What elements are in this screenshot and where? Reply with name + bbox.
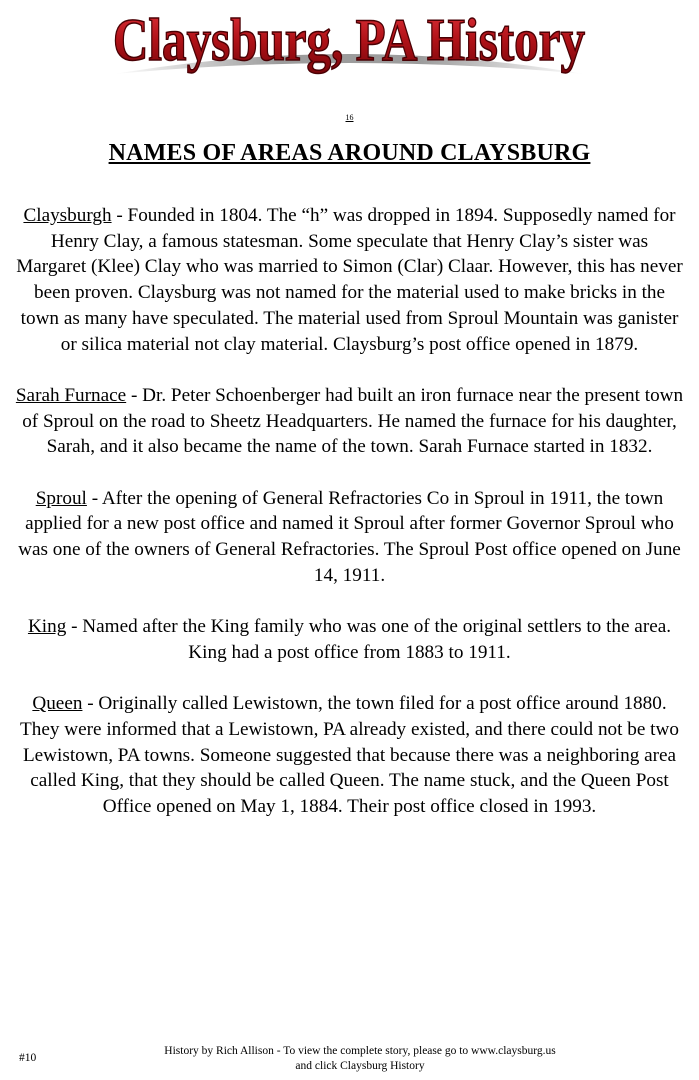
entry-term: Queen xyxy=(32,693,83,715)
entry-sarah-furnace xyxy=(14,383,685,460)
entry-text: - Named after the King family who was one of the original settlers to the area. King had a post office from 1883 to 1911. xyxy=(66,616,672,663)
entry-term: Sarah Furnace xyxy=(15,384,127,406)
entry-text: - Originally called Lewistown, the town filed for a post office around 1880. They were informed that a Lewistown, PA already existed, and there could not be two Lewistown, PA towns. Someone suggested that because there was a neighboring area called King, that they should be called Queen. The name stuck, and the Queen Post Office opened on May 1, 1884. Their post office closed in 1993. xyxy=(20,693,679,818)
document-id: #10 xyxy=(19,1052,37,1064)
entry-term: King xyxy=(27,616,67,638)
footer xyxy=(130,1044,590,1073)
entry-queen xyxy=(14,691,685,820)
entry-term: Sproul xyxy=(35,487,87,509)
banner-logo xyxy=(104,4,594,84)
footer-line-1: History by Rich Allison - To view the complete story, please go to www.claysburg.us xyxy=(164,1045,556,1057)
entry-sproul xyxy=(14,486,685,589)
banner-logo-art xyxy=(104,4,594,84)
entry-claysburgh xyxy=(14,203,685,357)
entry-text: - After the opening of General Refractories Co in Sproul in 1911, the town applied for a new post office and named it Sproul after former Governor Sproul who was one of the owners of General Refractories. The Sproul Post office opened on June 14, 1911. xyxy=(18,487,681,586)
entry-king xyxy=(14,614,685,665)
entry-text: - Dr. Peter Schoenberger had built an iron furnace near the present town of Sproul on the road to Sheetz Headquarters. He named the furnace for his daughter, Sarah, and it also became the name of the town. Sarah Furnace started in 1832. xyxy=(22,384,684,458)
article-body xyxy=(14,203,685,846)
page-title: NAMES OF AREAS AROUND CLAYSBURG xyxy=(108,140,591,166)
entry-text: - Founded in 1804. The “h” was dropped in 1894. Supposedly named for Henry Clay, a famous statesman. Some speculate that Henry Clay’s sister was Margaret (Klee) Clay who was married to Simon (Clar) Claar. However, this has never been proven. Claysburg was not named for the material used to make bricks in the town as many have speculated. The material used from Sproul Mountain was ganister or silica material not clay material. Claysburg’s post office opened in 1879. xyxy=(16,205,683,355)
entry-term: Claysburgh xyxy=(23,205,112,226)
banner-title: Claysburg, PA History xyxy=(113,7,585,73)
page-number: 16 xyxy=(345,113,354,122)
footer-line-2: and click Claysburg History xyxy=(295,1059,425,1072)
